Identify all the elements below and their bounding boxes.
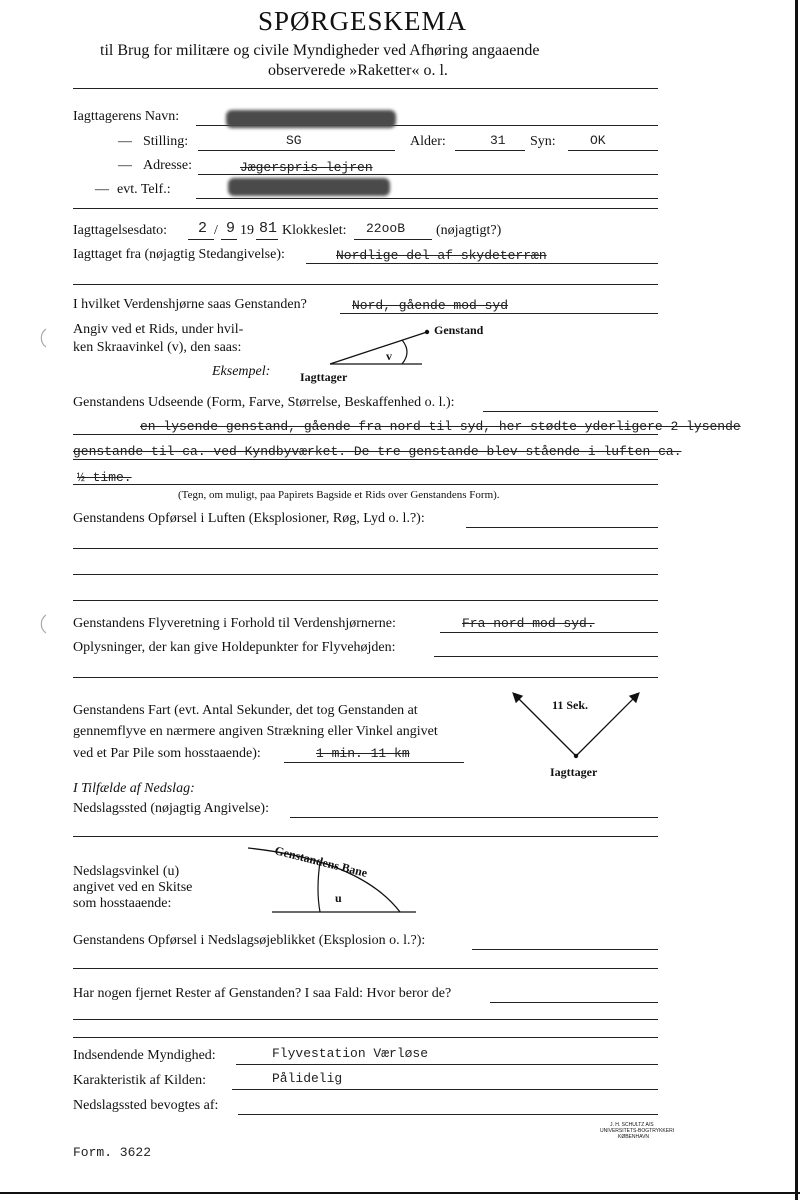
sight-value: OK	[590, 133, 606, 148]
age-value: 31	[490, 133, 506, 148]
impact-angle-label: u	[335, 891, 342, 905]
phone-label: evt. Telf.:	[117, 182, 171, 197]
speed-label-3: ved et Par Pile som hosstaaende):	[73, 746, 261, 761]
source-value: Pålidelig	[272, 1071, 343, 1086]
page-edge-bottom	[0, 1192, 800, 1194]
age-field[interactable]	[455, 150, 525, 151]
address-label: Adresse:	[143, 158, 192, 173]
speed-observer-label: Iagttager	[550, 765, 598, 779]
impact-place-field[interactable]	[290, 817, 658, 818]
sketch-question-2: ken Skraavinkel (v), den saas:	[73, 340, 242, 355]
example-label: Eksempel:	[212, 364, 271, 379]
remains-label: Har nogen fjernet Rester af Genstanden? I saa Fald: Hvor beror de?	[73, 986, 452, 1001]
impact-place-label: Nedslagssted (nøjagtig Angivelse):	[73, 801, 269, 816]
source-field[interactable]	[232, 1089, 658, 1090]
redaction-name	[226, 110, 396, 128]
impact-behavior-field[interactable]	[472, 949, 658, 950]
behavior-label: Genstandens Opførsel i Luften (Eksplosioner, Røg, Lyd o. l.?):	[73, 511, 425, 526]
dash: —	[118, 134, 132, 149]
impact-angle-label-2: angivet ved en Skitse	[73, 880, 193, 895]
place-field[interactable]	[306, 263, 658, 264]
speed-arrows-diagram	[500, 680, 650, 780]
position-field[interactable]	[198, 150, 395, 151]
remains-line-2[interactable]	[73, 1019, 658, 1020]
time-field[interactable]	[354, 239, 432, 240]
impact-trajectory-label: Genstandens Bane	[273, 843, 369, 880]
behavior-field[interactable]	[466, 527, 658, 528]
dash: —	[95, 182, 109, 197]
behavior-line-2[interactable]	[73, 574, 658, 575]
impact-angle-arc	[318, 862, 320, 912]
diagram-observer-label: Iagttager	[300, 370, 348, 384]
observer-name-label: Iagttagerens Navn:	[73, 109, 180, 124]
date-year: 81	[259, 220, 278, 237]
place-value: Nordlige del af skydeterræn	[336, 248, 547, 263]
form-number: Form. 3622	[73, 1145, 152, 1160]
position-value: SG	[286, 133, 302, 148]
place-label: Iagttaget fra (nøjagtig Stedangivelse):	[73, 247, 285, 262]
sight-label: Syn:	[530, 134, 556, 149]
speed-value: 1 min. 11 km	[316, 746, 410, 761]
speed-field[interactable]	[284, 762, 464, 763]
date-separator: /	[214, 223, 218, 238]
appearance-label: Genstandens Udseende (Form, Farve, Størrelse, Beskaffenhed o. l.):	[73, 395, 455, 410]
appearance-text-2: genstande til ca. ved Kyndbyværket. De tre genstande blev stående i luften ca.	[73, 444, 682, 459]
date-day: 2	[198, 220, 208, 237]
punch-hole-top	[26, 326, 50, 350]
direction-question: I hvilket Verdenshjørne saas Genstanden?	[73, 297, 307, 312]
flight-direction-field[interactable]	[440, 632, 658, 633]
impact-heading: I Tilfælde af Nedslag:	[73, 781, 195, 796]
phone-field[interactable]	[196, 198, 658, 199]
sketch-question-1: Angiv ved et Rids, under hvil-	[73, 322, 244, 337]
behavior-line-3[interactable]	[73, 600, 658, 601]
behavior-line-1[interactable]	[73, 548, 658, 549]
flight-height-line-2[interactable]	[73, 677, 658, 678]
diagram-angle-arc	[402, 340, 407, 364]
date-label: Iagttagelsesdato:	[73, 223, 168, 238]
diagram-angle-label: v	[386, 349, 392, 363]
speed-label-2: gennemflyve en nærmere angiven Strækning eller Vinkel angivet	[73, 724, 438, 739]
date-day-field[interactable]	[188, 239, 214, 240]
authority-value: Flyvestation Værløse	[272, 1046, 429, 1061]
remains-field[interactable]	[490, 1002, 658, 1003]
date-month: 9	[226, 220, 236, 237]
direction-answer: Nord, gående mod syd	[352, 298, 509, 313]
appearance-line-3[interactable]	[73, 484, 658, 485]
source-label: Karakteristik af Kilden:	[73, 1073, 206, 1088]
guarded-field[interactable]	[238, 1114, 658, 1115]
direction-field[interactable]	[340, 313, 658, 314]
time-label: Klokkeslet:	[282, 223, 347, 238]
dash: —	[118, 158, 132, 173]
flight-height-label: Oplysninger, der kan give Holdepunkter for Flyvehøjden:	[73, 640, 396, 655]
time-value: 22ooB	[366, 221, 406, 236]
diagram-object-point	[425, 330, 429, 334]
appearance-text-3: ½ time.	[77, 470, 132, 485]
impact-angle-label-1: Nedslagsvinkel (u)	[73, 864, 180, 879]
guarded-label: Nedslagssted bevogtes af:	[73, 1098, 219, 1113]
section-rule	[73, 208, 658, 209]
remains-line-3[interactable]	[73, 1037, 658, 1038]
flight-direction-label: Genstandens Flyveretning i Forhold til Verdenshjørnerne:	[73, 616, 396, 631]
appearance-note: (Tegn, om muligt, paa Papirets Bagside et Rids over Genstandens Form).	[178, 489, 500, 501]
redaction-phone	[228, 178, 390, 196]
date-century: 19	[240, 223, 254, 238]
flight-direction-value: Fra nord mod syd.	[462, 616, 595, 631]
time-note: (nøjagtigt?)	[436, 223, 502, 238]
appearance-line-2[interactable]	[73, 459, 658, 460]
printer-mark-1: J. H. SCHULTZ A/S	[610, 1122, 654, 1128]
impact-behavior-line-2[interactable]	[73, 968, 658, 969]
age-label: Alder:	[410, 134, 446, 149]
appearance-line-1[interactable]	[73, 434, 658, 435]
position-label: Stilling:	[143, 134, 189, 149]
page-edge	[795, 0, 798, 1200]
appearance-text-1: en lysende genstand, gående fra nord til syd, her stødte yderligere 2 lysende	[140, 419, 741, 434]
printer-mark-3: KØBENHAVN	[618, 1134, 650, 1140]
authority-label: Indsendende Myndighed:	[73, 1048, 216, 1063]
speed-label-1: Genstandens Fart (evt. Antal Sekunder, det tog Genstanden at	[73, 703, 418, 718]
date-year-field[interactable]	[256, 239, 278, 240]
flight-height-field[interactable]	[434, 656, 658, 657]
punch-hole-middle	[26, 612, 50, 636]
appearance-field[interactable]	[483, 411, 658, 412]
sight-field[interactable]	[568, 150, 658, 151]
address-value: Jægerspris lejren	[240, 160, 373, 175]
diagram-sight-line	[330, 332, 427, 364]
place-field-2[interactable]	[73, 284, 658, 285]
authority-field[interactable]	[236, 1064, 658, 1065]
header-rule	[73, 88, 658, 89]
impact-angle-diagram	[240, 836, 430, 922]
angle-example-diagram	[290, 318, 500, 388]
impact-angle-label-3: som hosstaaende:	[73, 896, 172, 911]
form-subtitle-2: observerede »Raketter« o. l.	[268, 62, 448, 79]
date-month-field[interactable]	[221, 239, 237, 240]
form-title: SPØRGESKEMA	[258, 6, 468, 36]
speed-seconds-label: 11 Sek.	[552, 698, 589, 712]
diagram-object-label: Genstand	[434, 323, 484, 337]
speed-observer-point	[574, 754, 578, 758]
printer-mark-2: UNIVERSITETS-BOGTRYKKERI	[600, 1128, 675, 1134]
form-subtitle-1: til Brug for militære og civile Myndigheder ved Afhøring angaaende	[100, 42, 540, 59]
impact-behavior-label: Genstandens Opførsel i Nedslagsøjeblikket (Eksplosion o. l.?):	[73, 933, 426, 948]
